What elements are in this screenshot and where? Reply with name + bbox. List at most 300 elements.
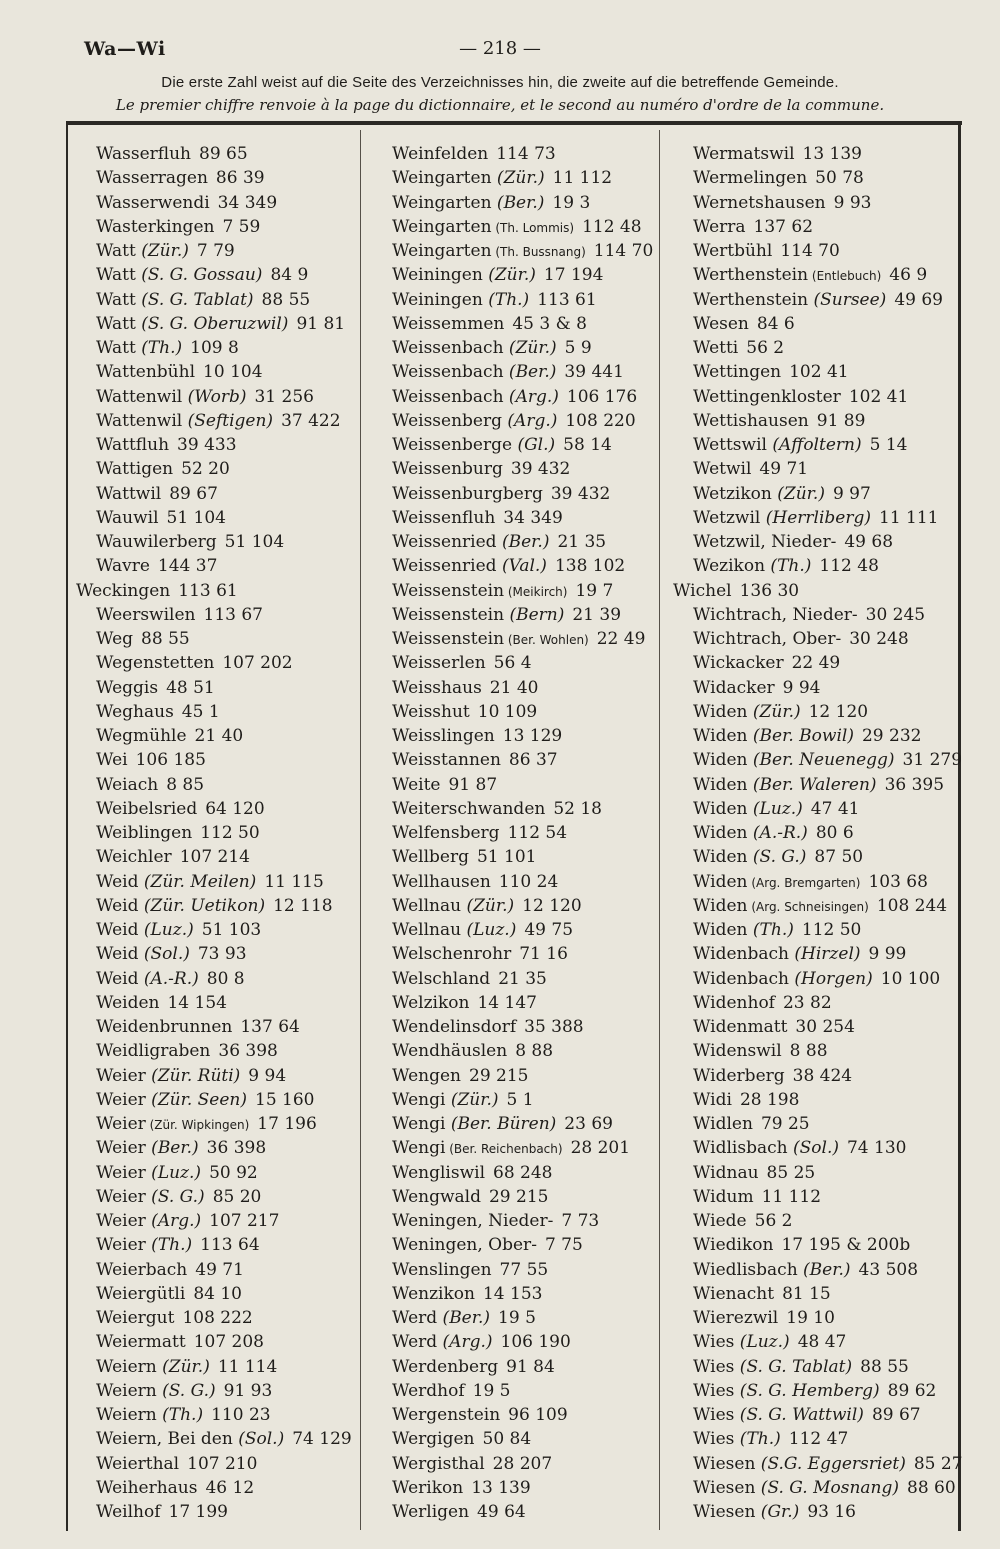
index-entry bbox=[693, 409, 983, 433]
place-qualifier: (Zür. Uetikon) bbox=[138, 895, 266, 916]
place-name: Weggis bbox=[96, 677, 159, 698]
place-name: Widlisbach bbox=[693, 1138, 788, 1159]
index-entry bbox=[693, 603, 983, 627]
place-name: Weisshut bbox=[392, 701, 470, 722]
place-name: Widen bbox=[693, 701, 748, 722]
place-name: Wettingen bbox=[693, 362, 782, 383]
index-entry bbox=[693, 918, 983, 942]
page-number: — 218 — bbox=[459, 38, 541, 59]
place-qualifier: (Arg.) bbox=[503, 386, 559, 407]
place-qualifier: (Zür.) bbox=[503, 338, 557, 358]
index-entry bbox=[693, 1355, 983, 1379]
index-entry bbox=[693, 554, 983, 578]
index-entry bbox=[392, 1282, 682, 1306]
place-name: Watt bbox=[96, 338, 136, 358]
index-entry bbox=[96, 991, 386, 1015]
place-name: Weierthal bbox=[96, 1453, 180, 1474]
page-and-commune-numbers: 19 3 bbox=[552, 192, 591, 213]
place-name: Watt bbox=[96, 241, 136, 261]
page-and-commune-numbers: 14 154 bbox=[167, 992, 227, 1013]
page-and-commune-numbers: 106 176 bbox=[566, 386, 638, 407]
place-qualifier: (Ber. Bowil) bbox=[747, 726, 854, 746]
place-name: Weichler bbox=[96, 847, 172, 868]
page-and-commune-numbers: 45 3 & 8 bbox=[512, 313, 587, 334]
index-entry bbox=[693, 142, 983, 166]
place-name: Weingarten bbox=[392, 241, 492, 261]
page-and-commune-numbers: 36 398 bbox=[218, 1041, 278, 1062]
page-and-commune-numbers: 49 69 bbox=[894, 289, 943, 310]
place-name: Wetwil bbox=[693, 459, 752, 480]
page-and-commune-numbers: 91 87 bbox=[448, 774, 498, 795]
page-and-commune-numbers: 36 398 bbox=[206, 1138, 267, 1159]
index-entry bbox=[392, 1161, 682, 1185]
place-qualifier: (Th. Bussnang) bbox=[491, 245, 586, 259]
place-qualifier: (Zür.) bbox=[156, 1356, 210, 1377]
index-entry bbox=[392, 1476, 682, 1500]
page-and-commune-numbers: 85 20 bbox=[212, 1186, 262, 1207]
page-and-commune-numbers: 19 7 bbox=[575, 580, 614, 601]
place-qualifier: (Bern) bbox=[504, 604, 565, 625]
index-entry bbox=[96, 288, 386, 312]
place-qualifier: (Th.) bbox=[747, 920, 794, 940]
place-qualifier: (A.-R.) bbox=[747, 823, 808, 843]
place-name: Weissemmen bbox=[392, 313, 505, 334]
index-entry bbox=[96, 1355, 386, 1379]
index-entry bbox=[392, 482, 682, 506]
place-name: Weiterschwanden bbox=[392, 798, 546, 819]
index-entry bbox=[96, 142, 386, 166]
page-and-commune-numbers: 28 207 bbox=[492, 1453, 553, 1474]
place-name: Weningen, Ober- bbox=[392, 1235, 537, 1256]
place-name: Welfensberg bbox=[392, 823, 500, 843]
place-name: Wattfluh bbox=[96, 435, 170, 455]
page-and-commune-numbers: 45 1 bbox=[181, 701, 220, 722]
index-entry bbox=[96, 797, 386, 821]
index-entry bbox=[693, 676, 983, 700]
place-name: Wies bbox=[693, 1380, 735, 1401]
place-name: Wavre bbox=[96, 556, 150, 577]
page-and-commune-numbers: 39 432 bbox=[510, 459, 571, 480]
index-entry bbox=[693, 651, 983, 675]
page-and-commune-numbers: 91 93 bbox=[223, 1380, 273, 1401]
page-and-commune-numbers: 87 50 bbox=[814, 847, 864, 868]
page-and-commune-numbers: 34 349 bbox=[503, 507, 563, 528]
index-entry bbox=[96, 263, 386, 287]
page-and-commune-numbers: 103 68 bbox=[868, 871, 928, 892]
index-entry bbox=[693, 942, 983, 966]
place-name: Werra bbox=[693, 216, 746, 237]
place-name: Weid bbox=[96, 944, 139, 965]
page-and-commune-numbers: 21 40 bbox=[194, 726, 244, 746]
index-entry bbox=[693, 166, 983, 190]
place-qualifier: (Luz.) bbox=[747, 798, 803, 819]
index-entry bbox=[392, 457, 682, 481]
page-and-commune-numbers: 79 25 bbox=[760, 1114, 810, 1134]
page-and-commune-numbers: 12 118 bbox=[273, 895, 333, 916]
page-and-commune-numbers: 51 104 bbox=[224, 532, 285, 552]
place-qualifier: (Entlebuch) bbox=[808, 269, 882, 284]
page-and-commune-numbers: 9 99 bbox=[868, 944, 907, 965]
place-name: Wattigen bbox=[96, 459, 174, 480]
index-entry bbox=[96, 457, 386, 481]
page-and-commune-numbers: 89 62 bbox=[887, 1380, 937, 1401]
place-name: Weiningen bbox=[392, 265, 483, 286]
place-name: Wettswil bbox=[693, 435, 767, 455]
index-entry bbox=[96, 530, 386, 554]
page-and-commune-numbers: 47 41 bbox=[810, 798, 860, 819]
place-name: Widum bbox=[693, 1186, 754, 1207]
index-entry bbox=[693, 797, 983, 821]
place-name: Weinfelden bbox=[392, 144, 489, 164]
index-entry bbox=[96, 1136, 386, 1160]
place-name: Weier bbox=[96, 1186, 146, 1207]
place-name: Wattenwil bbox=[96, 386, 183, 407]
index-entry bbox=[693, 773, 983, 797]
page-and-commune-numbers: 13 129 bbox=[502, 726, 563, 746]
place-name: Werdhof bbox=[392, 1380, 465, 1401]
page-and-commune-numbers: 11 114 bbox=[217, 1356, 278, 1377]
place-name: Wergigen bbox=[392, 1429, 475, 1450]
page-and-commune-numbers: 113 61 bbox=[537, 289, 597, 310]
index-entry bbox=[693, 191, 983, 215]
index-entry bbox=[693, 1209, 983, 1233]
index-entry bbox=[392, 1136, 682, 1160]
index-entry bbox=[96, 894, 386, 918]
place-qualifier: (Zür. Wipkingen) bbox=[145, 1118, 250, 1132]
index-entry bbox=[96, 1427, 386, 1451]
place-name: Wergenstein bbox=[392, 1405, 501, 1425]
index-entry bbox=[693, 991, 983, 1015]
page-and-commune-numbers: 12 120 bbox=[808, 701, 869, 722]
place-name: Widlen bbox=[693, 1114, 753, 1134]
place-name: Widenmatt bbox=[693, 1017, 788, 1037]
page-and-commune-numbers: 107 202 bbox=[222, 653, 293, 674]
page-and-commune-numbers: 14 147 bbox=[477, 992, 537, 1013]
place-name: Wiesen bbox=[693, 1502, 756, 1522]
index-entry bbox=[96, 942, 386, 966]
place-qualifier: (Worb) bbox=[182, 386, 247, 407]
page-and-commune-numbers: 10 109 bbox=[477, 701, 538, 722]
index-entry bbox=[392, 360, 682, 384]
place-name: Wiesen bbox=[693, 1453, 756, 1474]
page-and-commune-numbers: 11 111 bbox=[879, 507, 939, 528]
index-entry bbox=[693, 1112, 983, 1136]
place-qualifier: (S. G. Hemberg) bbox=[734, 1380, 880, 1401]
page-and-commune-numbers: 108 244 bbox=[876, 895, 948, 916]
index-entry bbox=[392, 1306, 682, 1330]
index-entry bbox=[96, 1403, 386, 1427]
place-qualifier: (Ber.) bbox=[491, 192, 545, 213]
place-name: Welschland bbox=[392, 968, 491, 989]
index-entry bbox=[392, 1427, 682, 1451]
index-entry bbox=[96, 506, 386, 530]
place-name: Wettingenkloster bbox=[693, 386, 841, 407]
page-and-commune-numbers: 49 75 bbox=[524, 920, 574, 940]
index-entry bbox=[673, 579, 983, 603]
index-entry bbox=[392, 724, 682, 748]
place-name: Weiden bbox=[96, 992, 160, 1013]
index-entry bbox=[392, 1209, 682, 1233]
place-name: Weissenstein bbox=[392, 604, 505, 625]
place-name: Weisslingen bbox=[392, 726, 495, 746]
index-entry bbox=[693, 457, 983, 481]
place-name: Widen bbox=[693, 798, 748, 819]
place-name: Weissenried bbox=[392, 532, 497, 552]
index-entry bbox=[96, 870, 386, 894]
place-name: Wiesen bbox=[693, 1477, 756, 1498]
page-and-commune-numbers: 68 248 bbox=[493, 1162, 553, 1183]
index-entry bbox=[392, 554, 682, 578]
place-name: Wasserfluh bbox=[96, 144, 192, 164]
index-entry bbox=[96, 482, 386, 506]
page-and-commune-numbers: 107 214 bbox=[179, 847, 250, 868]
place-qualifier: (Ber. Neuenegg) bbox=[747, 750, 895, 771]
place-name: Weissenberge bbox=[392, 435, 513, 455]
place-qualifier: (Th.) bbox=[156, 1405, 204, 1425]
page-and-commune-numbers: 102 41 bbox=[848, 386, 909, 407]
place-name: Weissenstein bbox=[392, 629, 505, 649]
place-name: Wichel bbox=[673, 580, 732, 601]
index-entry bbox=[392, 651, 682, 675]
index-entry bbox=[693, 239, 983, 263]
index-entry bbox=[392, 385, 682, 409]
place-qualifier: (Arg. Bremgarten) bbox=[747, 875, 861, 890]
index-entry bbox=[392, 918, 682, 942]
index-entry bbox=[96, 1161, 386, 1185]
index-entry bbox=[693, 894, 983, 918]
place-name: Wetzwil, Nieder- bbox=[693, 532, 837, 552]
page-and-commune-numbers: 48 47 bbox=[797, 1332, 847, 1353]
place-qualifier: (Sol.) bbox=[138, 944, 190, 965]
place-name: Widenbach bbox=[693, 944, 789, 965]
index-entry bbox=[392, 870, 682, 894]
page-and-commune-numbers: 77 55 bbox=[499, 1259, 549, 1280]
place-name: Wasserwendi bbox=[96, 192, 210, 213]
place-name: Watt bbox=[96, 313, 136, 334]
index-entry bbox=[693, 530, 983, 554]
place-qualifier: (Sol.) bbox=[232, 1429, 285, 1450]
page-and-commune-numbers: 112 47 bbox=[788, 1429, 849, 1450]
place-name: Widnau bbox=[693, 1162, 759, 1183]
page-and-commune-numbers: 73 93 bbox=[197, 944, 247, 965]
page-and-commune-numbers: 39 432 bbox=[550, 483, 611, 504]
place-name: Wetzikon bbox=[693, 483, 772, 504]
page-and-commune-numbers: 5 1 bbox=[506, 1089, 534, 1110]
index-entry bbox=[96, 1064, 386, 1088]
index-entry bbox=[392, 142, 682, 166]
index-entry bbox=[392, 506, 682, 530]
page-and-commune-numbers: 85 27 bbox=[913, 1453, 963, 1474]
place-qualifier: (Th.) bbox=[145, 1235, 193, 1256]
place-name: Widenhof bbox=[693, 992, 775, 1013]
index-entry bbox=[96, 1379, 386, 1403]
place-qualifier: (Ber.) bbox=[437, 1308, 491, 1328]
index-entry bbox=[76, 579, 386, 603]
place-name: Werligen bbox=[392, 1502, 470, 1522]
place-qualifier: (Ber.) bbox=[797, 1259, 851, 1280]
page-and-commune-numbers: 30 245 bbox=[865, 604, 926, 625]
place-name: Weissenburgberg bbox=[392, 483, 543, 504]
place-name: Wei bbox=[96, 750, 128, 771]
page-and-commune-numbers: 22 49 bbox=[791, 653, 841, 674]
place-name: Wauwil bbox=[96, 507, 159, 528]
page-and-commune-numbers: 14 153 bbox=[482, 1283, 543, 1304]
index-entry bbox=[693, 967, 983, 991]
place-name: Wellnau bbox=[392, 920, 462, 940]
place-name: Wichtrach, Ober- bbox=[693, 629, 842, 649]
index-entry bbox=[392, 1500, 682, 1524]
index-entry bbox=[96, 1015, 386, 1039]
page-and-commune-numbers: 11 112 bbox=[761, 1186, 822, 1207]
index-entry bbox=[693, 215, 983, 239]
index-entry bbox=[392, 1185, 682, 1209]
place-qualifier: (Zür. Meilen) bbox=[138, 871, 257, 892]
page-and-commune-numbers: 51 103 bbox=[201, 920, 262, 940]
place-name: Wengwald bbox=[392, 1186, 481, 1207]
index-entry bbox=[96, 724, 386, 748]
index-entry bbox=[693, 1403, 983, 1427]
place-qualifier: (Arg.) bbox=[437, 1332, 493, 1353]
page-and-commune-numbers: 84 6 bbox=[756, 313, 795, 334]
place-qualifier: (S. G. Mosnang) bbox=[755, 1477, 899, 1498]
index-entry bbox=[693, 1330, 983, 1354]
page-and-commune-numbers: 52 18 bbox=[553, 798, 602, 819]
index-entry bbox=[392, 603, 682, 627]
index-entry bbox=[392, 312, 682, 336]
place-qualifier: (Ber.) bbox=[503, 362, 557, 383]
index-entry bbox=[96, 1476, 386, 1500]
page-and-commune-numbers: 91 89 bbox=[816, 410, 866, 431]
place-qualifier: (Ber. Büren) bbox=[445, 1114, 557, 1134]
explanatory-note-french: Le premier chiffre renvoie à la page du dictionnaire, et le second au numéro d'ordre de la commune. bbox=[115, 96, 885, 114]
place-name: Wendhäuslen bbox=[392, 1041, 508, 1062]
page-and-commune-numbers: 107 208 bbox=[193, 1332, 265, 1353]
index-entry bbox=[392, 1452, 682, 1476]
place-name: Wiedikon bbox=[693, 1235, 774, 1256]
place-name: Weisserlen bbox=[392, 653, 486, 674]
page-and-commune-numbers: 21 40 bbox=[489, 677, 539, 698]
index-entry bbox=[392, 191, 682, 215]
page-and-commune-numbers: 102 41 bbox=[789, 362, 849, 383]
page-and-commune-numbers: 144 37 bbox=[157, 556, 218, 577]
page-and-commune-numbers: 7 79 bbox=[196, 241, 235, 261]
page-and-commune-numbers: 112 54 bbox=[507, 823, 568, 843]
index-entry bbox=[693, 1136, 983, 1160]
place-name: Weghaus bbox=[96, 701, 174, 722]
place-name: Wengi bbox=[392, 1089, 446, 1110]
place-name: Wienacht bbox=[693, 1283, 775, 1304]
index-entry bbox=[96, 700, 386, 724]
place-qualifier: (Horgen) bbox=[789, 968, 873, 989]
index-entry bbox=[96, 1039, 386, 1063]
page-and-commune-numbers: 22 49 bbox=[596, 629, 646, 649]
page-and-commune-numbers: 88 55 bbox=[860, 1356, 909, 1377]
place-qualifier: (Sol.) bbox=[787, 1138, 839, 1159]
index-entry bbox=[693, 433, 983, 457]
index-entry bbox=[392, 1112, 682, 1136]
page-and-commune-numbers: 34 349 bbox=[217, 192, 278, 213]
page-and-commune-numbers: 19 5 bbox=[472, 1380, 511, 1401]
page-and-commune-numbers: 10 104 bbox=[203, 362, 263, 383]
index-entry bbox=[693, 1452, 983, 1476]
page-and-commune-numbers: 35 388 bbox=[524, 1017, 584, 1037]
place-name: Widen bbox=[693, 895, 748, 916]
place-name: Weningen, Nieder- bbox=[392, 1211, 554, 1231]
place-qualifier: (Luz.) bbox=[461, 920, 517, 940]
place-name: Wiedlisbach bbox=[693, 1259, 798, 1280]
place-name: Wasterkingen bbox=[96, 216, 215, 237]
page-and-commune-numbers: 7 59 bbox=[222, 216, 261, 237]
index-entry bbox=[693, 1476, 983, 1500]
place-qualifier: (Arg.) bbox=[502, 410, 558, 431]
place-qualifier: (S. G. Tablat) bbox=[135, 289, 254, 310]
page-and-commune-numbers: 17 196 bbox=[257, 1114, 317, 1134]
page-and-commune-numbers: 108 220 bbox=[565, 410, 636, 431]
place-qualifier: (Zür.) bbox=[461, 895, 515, 916]
index-entry bbox=[96, 554, 386, 578]
place-name: Widacker bbox=[693, 677, 775, 698]
place-name: Weilhof bbox=[96, 1502, 161, 1522]
page-and-commune-numbers: 9 94 bbox=[248, 1065, 287, 1086]
page-and-commune-numbers: 88 55 bbox=[261, 289, 311, 310]
place-name: Weingarten bbox=[392, 168, 492, 189]
place-name: Weiach bbox=[96, 774, 159, 795]
place-name: Weissenried bbox=[392, 556, 497, 577]
place-name: Weid bbox=[96, 920, 139, 940]
place-name: Wattenwil bbox=[96, 410, 183, 431]
index-entry bbox=[96, 166, 386, 190]
page-and-commune-numbers: 50 92 bbox=[209, 1162, 258, 1183]
index-column-1 bbox=[76, 142, 386, 1524]
index-entry bbox=[693, 1500, 983, 1524]
page-and-commune-numbers: 28 201 bbox=[570, 1138, 631, 1159]
index-entry bbox=[392, 894, 682, 918]
index-entry bbox=[96, 967, 386, 991]
page-and-commune-numbers: 46 12 bbox=[205, 1477, 255, 1498]
index-entry bbox=[693, 336, 983, 360]
index-entry bbox=[392, 797, 682, 821]
place-name: Wies bbox=[693, 1405, 735, 1425]
place-qualifier: (Th.) bbox=[765, 556, 812, 577]
place-name: Wengi bbox=[392, 1114, 446, 1134]
index-entry bbox=[96, 1500, 386, 1524]
index-entry bbox=[96, 1258, 386, 1282]
place-name: Weiern bbox=[96, 1380, 157, 1401]
index-entry bbox=[693, 1427, 983, 1451]
page-and-commune-numbers: 23 82 bbox=[782, 992, 832, 1013]
page-range-header: Wa—Wi bbox=[84, 38, 166, 60]
place-name: Weiblingen bbox=[96, 823, 193, 843]
index-entry bbox=[392, 288, 682, 312]
place-qualifier: (Ber.) bbox=[496, 532, 550, 552]
place-qualifier: (S. G. Wattwil) bbox=[734, 1405, 864, 1425]
place-name: Wegenstetten bbox=[96, 653, 215, 674]
page-and-commune-numbers: 93 16 bbox=[807, 1502, 856, 1522]
page-and-commune-numbers: 86 39 bbox=[215, 168, 265, 189]
page-and-commune-numbers: 12 120 bbox=[522, 895, 582, 916]
place-name: Wattwil bbox=[96, 483, 162, 504]
page-and-commune-numbers: 114 73 bbox=[496, 144, 556, 164]
place-name: Wichtrach, Nieder- bbox=[693, 604, 858, 625]
index-entry bbox=[392, 773, 682, 797]
page-and-commune-numbers: 137 64 bbox=[240, 1017, 300, 1037]
place-name: Weissenbach bbox=[392, 338, 504, 358]
place-name: Wettishausen bbox=[693, 410, 809, 431]
page-and-commune-numbers: 10 100 bbox=[880, 968, 941, 989]
page-and-commune-numbers: 84 10 bbox=[193, 1283, 242, 1304]
page-and-commune-numbers: 30 248 bbox=[849, 629, 909, 649]
place-name: Watt bbox=[96, 289, 136, 310]
